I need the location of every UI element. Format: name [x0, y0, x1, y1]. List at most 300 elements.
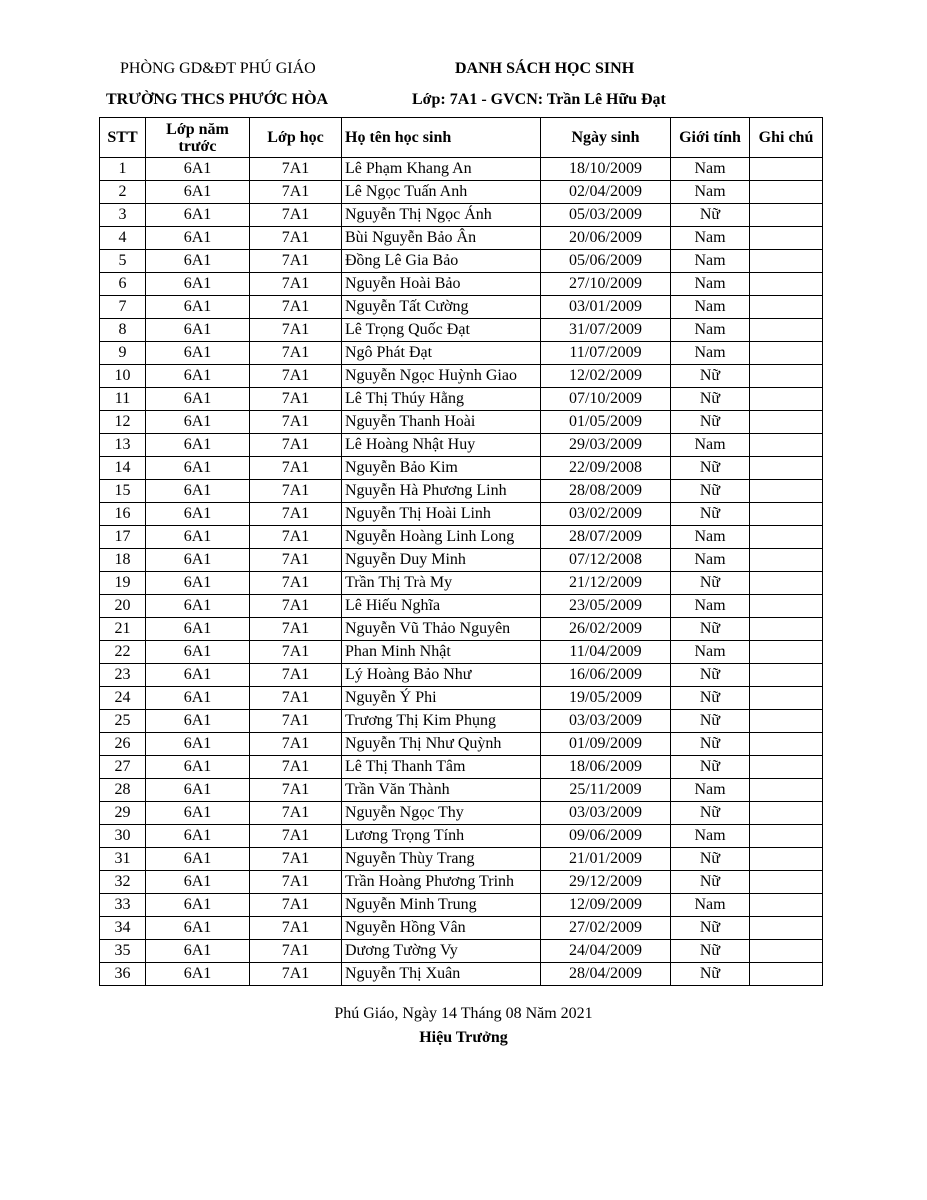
cell-stt: 7: [100, 296, 146, 319]
cell-birth-date: 29/03/2009: [541, 434, 671, 457]
cell-notes: [750, 158, 823, 181]
cell-birth-date: 01/09/2009: [541, 733, 671, 756]
cell-student-name: Nguyễn Thị Hoài Linh: [342, 503, 541, 526]
cell-birth-date: 28/04/2009: [541, 963, 671, 986]
cell-birth-date: 03/03/2009: [541, 710, 671, 733]
cell-previous-class: 6A1: [146, 641, 250, 664]
cell-student-name: Nguyễn Vũ Thảo Nguyên: [342, 618, 541, 641]
cell-stt: 26: [100, 733, 146, 756]
cell-previous-class: 6A1: [146, 457, 250, 480]
cell-gender: Nữ: [671, 618, 750, 641]
cell-class: 7A1: [250, 158, 342, 181]
table-row: [100, 526, 823, 549]
cell-birth-date: 05/03/2009: [541, 204, 671, 227]
table-row: [100, 158, 823, 181]
cell-class: 7A1: [250, 664, 342, 687]
cell-stt: 24: [100, 687, 146, 710]
cell-class: 7A1: [250, 940, 342, 963]
cell-previous-class: 6A1: [146, 319, 250, 342]
cell-class: 7A1: [250, 549, 342, 572]
cell-birth-date: 26/02/2009: [541, 618, 671, 641]
cell-notes: [750, 733, 823, 756]
cell-stt: 2: [100, 181, 146, 204]
cell-previous-class: 6A1: [146, 687, 250, 710]
cell-birth-date: 20/06/2009: [541, 227, 671, 250]
cell-birth-date: 05/06/2009: [541, 250, 671, 273]
cell-student-name: Lê Hoàng Nhật Huy: [342, 434, 541, 457]
cell-birth-date: 31/07/2009: [541, 319, 671, 342]
cell-previous-class: 6A1: [146, 296, 250, 319]
cell-notes: [750, 365, 823, 388]
table-row: [100, 181, 823, 204]
cell-birth-date: 19/05/2009: [541, 687, 671, 710]
cell-stt: 20: [100, 595, 146, 618]
cell-student-name: Ngô Phát Đạt: [342, 342, 541, 365]
cell-birth-date: 27/02/2009: [541, 917, 671, 940]
class-info: Lớp: 7A1 - GVCN: Trần Lê Hữu Đạt: [412, 91, 666, 108]
cell-notes: [750, 595, 823, 618]
table-row: [100, 319, 823, 342]
table-row: [100, 411, 823, 434]
table-row: [100, 549, 823, 572]
cell-stt: 11: [100, 388, 146, 411]
cell-student-name: Nguyễn Thùy Trang: [342, 848, 541, 871]
cell-notes: [750, 917, 823, 940]
cell-class: 7A1: [250, 434, 342, 457]
cell-student-name: Trần Văn Thành: [342, 779, 541, 802]
cell-gender: Nam: [671, 158, 750, 181]
table-row: [100, 825, 823, 848]
cell-previous-class: 6A1: [146, 342, 250, 365]
cell-stt: 13: [100, 434, 146, 457]
cell-notes: [750, 319, 823, 342]
cell-gender: Nữ: [671, 710, 750, 733]
table-row: [100, 388, 823, 411]
cell-student-name: Lê Phạm Khang An: [342, 158, 541, 181]
cell-stt: 22: [100, 641, 146, 664]
cell-gender: Nữ: [671, 963, 750, 986]
cell-notes: [750, 848, 823, 871]
cell-class: 7A1: [250, 204, 342, 227]
cell-previous-class: 6A1: [146, 894, 250, 917]
cell-class: 7A1: [250, 710, 342, 733]
cell-stt: 35: [100, 940, 146, 963]
cell-stt: 8: [100, 319, 146, 342]
cell-previous-class: 6A1: [146, 664, 250, 687]
cell-stt: 21: [100, 618, 146, 641]
cell-class: 7A1: [250, 296, 342, 319]
student-table: [99, 117, 823, 986]
cell-class: 7A1: [250, 250, 342, 273]
cell-gender: Nữ: [671, 733, 750, 756]
cell-class: 7A1: [250, 457, 342, 480]
cell-gender: Nữ: [671, 457, 750, 480]
cell-class: 7A1: [250, 756, 342, 779]
cell-birth-date: 09/06/2009: [541, 825, 671, 848]
cell-birth-date: 12/02/2009: [541, 365, 671, 388]
cell-birth-date: 18/06/2009: [541, 756, 671, 779]
cell-stt: 32: [100, 871, 146, 894]
cell-student-name: Lương Trọng Tính: [342, 825, 541, 848]
column-header-gender: Giới tính: [671, 118, 750, 158]
cell-notes: [750, 273, 823, 296]
cell-previous-class: 6A1: [146, 595, 250, 618]
cell-birth-date: 07/10/2009: [541, 388, 671, 411]
cell-gender: Nam: [671, 641, 750, 664]
cell-birth-date: 21/12/2009: [541, 572, 671, 595]
table-row: [100, 871, 823, 894]
cell-student-name: Phan Minh Nhật: [342, 641, 541, 664]
table-row: [100, 273, 823, 296]
column-header-previous-class: Lớp năm trước: [146, 118, 250, 158]
table-row: [100, 434, 823, 457]
cell-student-name: Nguyễn Hoàng Linh Long: [342, 526, 541, 549]
cell-notes: [750, 871, 823, 894]
cell-birth-date: 11/07/2009: [541, 342, 671, 365]
cell-previous-class: 6A1: [146, 388, 250, 411]
cell-notes: [750, 434, 823, 457]
cell-gender: Nữ: [671, 848, 750, 871]
cell-stt: 28: [100, 779, 146, 802]
cell-birth-date: 28/08/2009: [541, 480, 671, 503]
cell-gender: Nữ: [671, 572, 750, 595]
table-row: [100, 503, 823, 526]
cell-previous-class: 6A1: [146, 204, 250, 227]
cell-student-name: Đồng Lê Gia Bảo: [342, 250, 541, 273]
table-row: [100, 848, 823, 871]
table-row: [100, 227, 823, 250]
column-header-birth-date: Ngày sinh: [541, 118, 671, 158]
cell-student-name: Nguyễn Bảo Kim: [342, 457, 541, 480]
cell-notes: [750, 457, 823, 480]
cell-stt: 18: [100, 549, 146, 572]
column-header-stt: STT: [100, 118, 146, 158]
cell-notes: [750, 894, 823, 917]
cell-gender: Nữ: [671, 480, 750, 503]
cell-notes: [750, 618, 823, 641]
cell-stt: 30: [100, 825, 146, 848]
cell-stt: 34: [100, 917, 146, 940]
cell-birth-date: 02/04/2009: [541, 181, 671, 204]
cell-class: 7A1: [250, 572, 342, 595]
cell-gender: Nam: [671, 779, 750, 802]
cell-stt: 29: [100, 802, 146, 825]
cell-stt: 1: [100, 158, 146, 181]
cell-previous-class: 6A1: [146, 273, 250, 296]
cell-gender: Nữ: [671, 204, 750, 227]
cell-gender: Nam: [671, 894, 750, 917]
cell-previous-class: 6A1: [146, 710, 250, 733]
cell-birth-date: 21/01/2009: [541, 848, 671, 871]
cell-stt: 36: [100, 963, 146, 986]
cell-gender: Nữ: [671, 940, 750, 963]
cell-gender: Nam: [671, 595, 750, 618]
cell-notes: [750, 802, 823, 825]
cell-previous-class: 6A1: [146, 526, 250, 549]
cell-student-name: Bùi Nguyễn Bảo Ân: [342, 227, 541, 250]
cell-previous-class: 6A1: [146, 572, 250, 595]
cell-notes: [750, 940, 823, 963]
cell-previous-class: 6A1: [146, 250, 250, 273]
cell-previous-class: 6A1: [146, 618, 250, 641]
cell-previous-class: 6A1: [146, 963, 250, 986]
cell-gender: Nữ: [671, 871, 750, 894]
table-row: [100, 595, 823, 618]
cell-previous-class: 6A1: [146, 181, 250, 204]
cell-student-name: Nguyễn Tất Cường: [342, 296, 541, 319]
table-header-row: [100, 118, 823, 158]
cell-class: 7A1: [250, 342, 342, 365]
cell-previous-class: 6A1: [146, 480, 250, 503]
cell-student-name: Lê Trọng Quốc Đạt: [342, 319, 541, 342]
cell-notes: [750, 572, 823, 595]
cell-previous-class: 6A1: [146, 733, 250, 756]
cell-gender: Nữ: [671, 917, 750, 940]
cell-student-name: Nguyễn Thanh Hoài: [342, 411, 541, 434]
cell-stt: 27: [100, 756, 146, 779]
column-header-student-name: Họ tên học sinh: [342, 118, 541, 158]
cell-class: 7A1: [250, 894, 342, 917]
cell-birth-date: 03/01/2009: [541, 296, 671, 319]
cell-birth-date: 24/04/2009: [541, 940, 671, 963]
cell-student-name: Nguyễn Ngọc Thy: [342, 802, 541, 825]
cell-class: 7A1: [250, 917, 342, 940]
cell-stt: 25: [100, 710, 146, 733]
table-row: [100, 365, 823, 388]
column-header-class: Lớp học: [250, 118, 342, 158]
cell-birth-date: 11/04/2009: [541, 641, 671, 664]
cell-gender: Nam: [671, 250, 750, 273]
cell-class: 7A1: [250, 871, 342, 894]
cell-notes: [750, 756, 823, 779]
cell-student-name: Nguyễn Hà Phương Linh: [342, 480, 541, 503]
cell-notes: [750, 641, 823, 664]
cell-class: 7A1: [250, 963, 342, 986]
cell-stt: 5: [100, 250, 146, 273]
cell-stt: 9: [100, 342, 146, 365]
cell-student-name: Dương Tường Vy: [342, 940, 541, 963]
cell-student-name: Lê Thị Thúy Hằng: [342, 388, 541, 411]
cell-stt: 16: [100, 503, 146, 526]
cell-gender: Nam: [671, 549, 750, 572]
cell-student-name: Nguyễn Thị Ngọc Ánh: [342, 204, 541, 227]
table-row: [100, 618, 823, 641]
cell-gender: Nữ: [671, 411, 750, 434]
cell-birth-date: 12/09/2009: [541, 894, 671, 917]
cell-notes: [750, 388, 823, 411]
cell-stt: 12: [100, 411, 146, 434]
cell-student-name: Lê Thị Thanh Tâm: [342, 756, 541, 779]
table-row: [100, 756, 823, 779]
table-row: [100, 480, 823, 503]
table-row: [100, 457, 823, 480]
cell-gender: Nam: [671, 434, 750, 457]
cell-gender: Nam: [671, 296, 750, 319]
column-header-notes: Ghi chú: [750, 118, 823, 158]
cell-class: 7A1: [250, 365, 342, 388]
table-row: [100, 296, 823, 319]
cell-gender: Nam: [671, 273, 750, 296]
table-row: [100, 342, 823, 365]
cell-gender: Nữ: [671, 664, 750, 687]
cell-stt: 31: [100, 848, 146, 871]
school-name: TRƯỜNG THCS PHƯỚC HÒA: [106, 91, 329, 108]
table-row: [100, 802, 823, 825]
table-row: [100, 917, 823, 940]
cell-stt: 4: [100, 227, 146, 250]
cell-student-name: Lê Ngọc Tuấn Anh: [342, 181, 541, 204]
cell-class: 7A1: [250, 503, 342, 526]
cell-gender: Nữ: [671, 388, 750, 411]
cell-gender: Nam: [671, 319, 750, 342]
cell-student-name: Nguyễn Thị Như Quỳnh: [342, 733, 541, 756]
cell-birth-date: 22/09/2008: [541, 457, 671, 480]
cell-notes: [750, 227, 823, 250]
cell-birth-date: 03/02/2009: [541, 503, 671, 526]
cell-student-name: Nguyễn Hồng Vân: [342, 917, 541, 940]
cell-class: 7A1: [250, 480, 342, 503]
cell-class: 7A1: [250, 733, 342, 756]
cell-stt: 3: [100, 204, 146, 227]
table-row: [100, 664, 823, 687]
signer-title: Hiệu Trưởng: [419, 1029, 508, 1046]
cell-previous-class: 6A1: [146, 434, 250, 457]
cell-gender: Nữ: [671, 756, 750, 779]
table-body: [100, 158, 823, 986]
department-name: PHÒNG GD&ĐT PHÚ GIÁO: [120, 60, 316, 77]
table-row: [100, 250, 823, 273]
cell-class: 7A1: [250, 802, 342, 825]
table-row: [100, 204, 823, 227]
table-row: [100, 733, 823, 756]
cell-previous-class: 6A1: [146, 940, 250, 963]
cell-birth-date: 01/05/2009: [541, 411, 671, 434]
cell-class: 7A1: [250, 825, 342, 848]
cell-birth-date: 16/06/2009: [541, 664, 671, 687]
cell-stt: 23: [100, 664, 146, 687]
cell-birth-date: 07/12/2008: [541, 549, 671, 572]
cell-class: 7A1: [250, 227, 342, 250]
cell-previous-class: 6A1: [146, 825, 250, 848]
cell-birth-date: 28/07/2009: [541, 526, 671, 549]
cell-class: 7A1: [250, 388, 342, 411]
cell-student-name: Trần Thị Trà My: [342, 572, 541, 595]
cell-class: 7A1: [250, 181, 342, 204]
cell-gender: Nam: [671, 825, 750, 848]
cell-notes: [750, 549, 823, 572]
cell-student-name: Nguyễn Thị Xuân: [342, 963, 541, 986]
cell-class: 7A1: [250, 273, 342, 296]
cell-class: 7A1: [250, 687, 342, 710]
cell-notes: [750, 779, 823, 802]
cell-class: 7A1: [250, 848, 342, 871]
table-row: [100, 710, 823, 733]
table-row: [100, 894, 823, 917]
cell-stt: 6: [100, 273, 146, 296]
cell-birth-date: 18/10/2009: [541, 158, 671, 181]
cell-class: 7A1: [250, 779, 342, 802]
cell-previous-class: 6A1: [146, 756, 250, 779]
cell-student-name: Nguyễn Hoài Bảo: [342, 273, 541, 296]
cell-previous-class: 6A1: [146, 503, 250, 526]
cell-notes: [750, 181, 823, 204]
cell-notes: [750, 963, 823, 986]
cell-previous-class: 6A1: [146, 871, 250, 894]
cell-student-name: Trương Thị Kim Phụng: [342, 710, 541, 733]
cell-stt: 17: [100, 526, 146, 549]
cell-student-name: Trần Hoàng Phương Trinh: [342, 871, 541, 894]
cell-birth-date: 27/10/2009: [541, 273, 671, 296]
cell-notes: [750, 710, 823, 733]
place-date: Phú Giáo, Ngày 14 Tháng 08 Năm 2021: [334, 1005, 593, 1022]
cell-previous-class: 6A1: [146, 365, 250, 388]
cell-student-name: Nguyễn Duy Minh: [342, 549, 541, 572]
cell-notes: [750, 526, 823, 549]
cell-birth-date: 03/03/2009: [541, 802, 671, 825]
cell-student-name: Lý Hoàng Bảo Như: [342, 664, 541, 687]
cell-stt: 15: [100, 480, 146, 503]
cell-stt: 33: [100, 894, 146, 917]
cell-student-name: Nguyễn Ngọc Huỳnh Giao: [342, 365, 541, 388]
cell-class: 7A1: [250, 411, 342, 434]
cell-birth-date: 23/05/2009: [541, 595, 671, 618]
cell-student-name: Nguyễn Ý Phi: [342, 687, 541, 710]
cell-student-name: Lê Hiếu Nghĩa: [342, 595, 541, 618]
cell-student-name: Nguyễn Minh Trung: [342, 894, 541, 917]
cell-notes: [750, 687, 823, 710]
cell-class: 7A1: [250, 595, 342, 618]
cell-stt: 10: [100, 365, 146, 388]
cell-class: 7A1: [250, 526, 342, 549]
cell-previous-class: 6A1: [146, 158, 250, 181]
cell-previous-class: 6A1: [146, 411, 250, 434]
cell-gender: Nữ: [671, 365, 750, 388]
table-row: [100, 963, 823, 986]
table-row: [100, 687, 823, 710]
cell-gender: Nam: [671, 227, 750, 250]
cell-notes: [750, 250, 823, 273]
cell-previous-class: 6A1: [146, 917, 250, 940]
cell-previous-class: 6A1: [146, 549, 250, 572]
cell-class: 7A1: [250, 618, 342, 641]
cell-gender: Nữ: [671, 802, 750, 825]
cell-gender: Nam: [671, 181, 750, 204]
cell-notes: [750, 204, 823, 227]
table-row: [100, 572, 823, 595]
cell-birth-date: 25/11/2009: [541, 779, 671, 802]
table-row: [100, 641, 823, 664]
cell-gender: Nam: [671, 342, 750, 365]
cell-stt: 19: [100, 572, 146, 595]
cell-previous-class: 6A1: [146, 848, 250, 871]
cell-previous-class: 6A1: [146, 227, 250, 250]
cell-birth-date: 29/12/2009: [541, 871, 671, 894]
cell-notes: [750, 503, 823, 526]
cell-stt: 14: [100, 457, 146, 480]
cell-gender: Nữ: [671, 503, 750, 526]
cell-class: 7A1: [250, 641, 342, 664]
cell-notes: [750, 411, 823, 434]
cell-notes: [750, 296, 823, 319]
cell-notes: [750, 825, 823, 848]
cell-notes: [750, 664, 823, 687]
table-row: [100, 779, 823, 802]
cell-class: 7A1: [250, 319, 342, 342]
cell-gender: Nữ: [671, 687, 750, 710]
cell-notes: [750, 480, 823, 503]
cell-notes: [750, 342, 823, 365]
table-row: [100, 940, 823, 963]
